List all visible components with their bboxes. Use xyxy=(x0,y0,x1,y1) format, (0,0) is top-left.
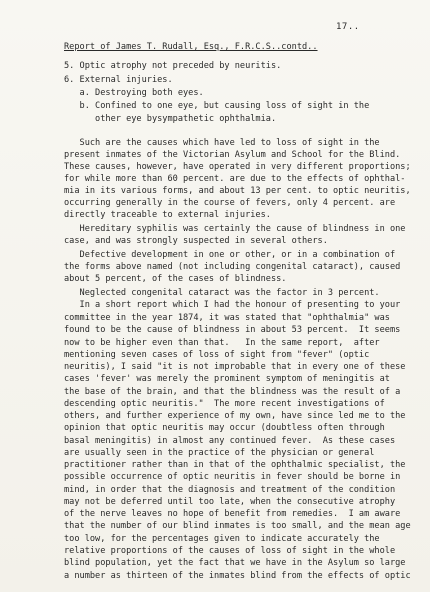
text-line: occurring generally in the course of fevers, only 4 percent. are xyxy=(64,198,396,208)
text-line: directly traceable to external injuries. xyxy=(64,210,271,220)
text-line: that the number of our blind inmates is too small, and the mean age xyxy=(64,521,411,531)
text-line: relative proportions of the causes of loss of sight in the whole xyxy=(64,546,396,556)
text-line: present inmates of the Victorian Asylum and School for the Blind. xyxy=(64,150,401,160)
text-line: now to be higher even than that. In the same report, after xyxy=(64,338,380,348)
text-line: neuritis), I said "it is not improbable that in every one of these xyxy=(64,362,406,372)
text-line: Neglected congenital cataract was the factor in 3 percent. xyxy=(64,288,380,298)
text-line: In a short report which I had the honour of presenting to your xyxy=(64,300,401,310)
page-number: 17.. xyxy=(336,22,360,32)
text-line: cases 'fever' was merely the prominent symptom of meningitis at xyxy=(64,374,390,384)
text-line: other eye bysympathetic ophthalmia. xyxy=(64,114,277,124)
text-line: case, and was strongly suspected in several others. xyxy=(64,236,328,246)
text-line: 6. External injuries. xyxy=(64,75,173,85)
text-line: the base of the brain, and that the blindness was the result of a xyxy=(64,387,401,397)
text-line: for while more than 60 percent. are due to the effects of ophthal- xyxy=(64,174,406,184)
text-line: a. Destroying both eyes. xyxy=(64,88,204,98)
text-line: Hereditary syphilis was certainly the cause of blindness in one xyxy=(64,224,406,234)
text-line: Defective development in one or other, or in a combination of xyxy=(64,250,396,260)
text-line: may not be deferred until too late, when the consecutive atrophy xyxy=(64,497,396,507)
text-line: 5. Optic atrophy not preceded by neuritis. xyxy=(64,61,282,71)
text-line: committee in the year 1874, it was stated that "ophthalmia" was xyxy=(64,313,390,323)
text-line: mia in its various forms, and about 13 per cent. to optic neuritis, xyxy=(64,186,411,196)
text-line: are usually seen in the practice of the physician or general xyxy=(64,448,375,458)
text-line: of the nerve leaves no hope of benefit from remedies. I am aware xyxy=(64,509,401,519)
text-line: basal meningitis) in almost any continued fever. As these cases xyxy=(64,436,396,446)
report-heading: Report of James T. Rudall, Esq., F.R.C.S..contd.. xyxy=(64,42,318,52)
text-line: opinion that optic neuritis may occur (doubtless often through xyxy=(64,423,385,433)
text-line: These causes, however, have operated in very different proportions; xyxy=(64,162,411,172)
text-line: found to be the cause of blindness in about 53 percent. It seems xyxy=(64,325,401,335)
text-line: practitioner rather than in that of the ophthalmic specialist, the xyxy=(64,460,406,470)
text-line: mentioning seven cases of loss of sight from "fever" (optic xyxy=(64,350,370,360)
text-line: blind population, yet the fact that we have in the Asylum so large xyxy=(64,558,406,568)
text-line: Such are the causes which have led to loss of sight in the xyxy=(64,138,380,148)
text-line: possible occurrence of optic neuritis in fever should be borne in xyxy=(64,472,401,482)
text-line: too low, for the percentages given to indicate accurately the xyxy=(64,534,380,544)
text-line: about 5 percent, of the cases of blindness. xyxy=(64,274,287,284)
text-line: others, and further experience of my own, have since led me to the xyxy=(64,411,406,421)
text-line: descending optic neuritis." The more recent investigations of xyxy=(64,399,385,409)
text-line: mind, in order that the diagnosis and treatment of the condition xyxy=(64,485,396,495)
text-line: the forms above named (not including congenital cataract), caused xyxy=(64,262,401,272)
text-line: a number as thirteen of the inmates blind from the effects of optic xyxy=(64,571,411,581)
text-line: b. Confined to one eye, but causing loss of sight in the xyxy=(64,101,370,111)
